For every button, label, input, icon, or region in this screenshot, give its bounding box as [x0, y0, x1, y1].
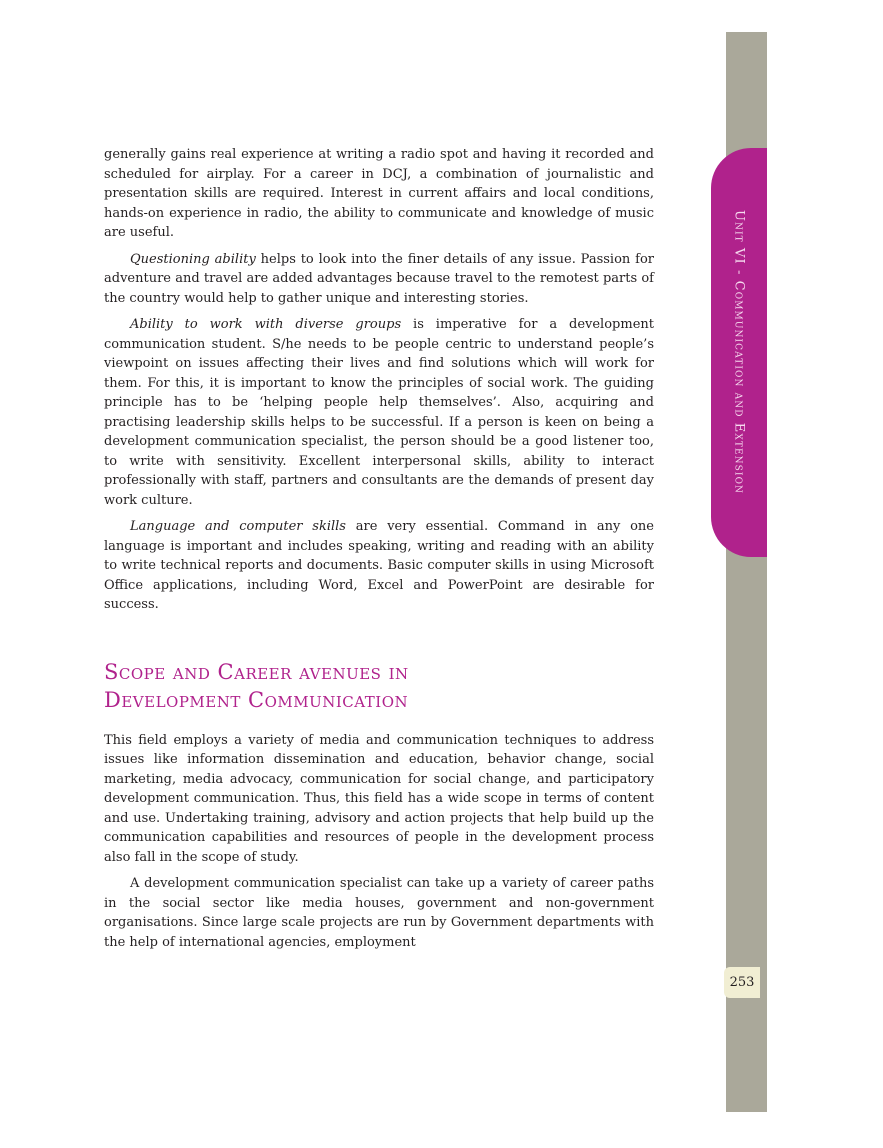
italic-lead: Ability to work with diverse groups	[130, 317, 402, 332]
paragraph-scope: This field employs a variety of media and communication techniques to address issues like information dissemination and education, behavior change, social marketing, media advocacy, communication for social change, and participatory development communication. Thus, this field has a wide scope in terms of content and use. Undertaking training, advisory and action projects that help build up the communication capabilities and resources of people in the development process also fall in the scope of study.	[104, 732, 654, 865]
paragraph-career-paths: A development communication specialist can take up a variety of career paths in the social sector like media houses, government and non-government organisations. Since large scale projects are run by Government departments with the help of international agencies, employment	[104, 876, 654, 950]
paragraph-diverse-groups: Ability to work with diverse groups is imperative for a development communication student. S/he needs to be people centric to understand people’s viewpoint on issues affecting their lives and find solutions which will work for them. For this, it is important to know the principles of social work. The guiding principle has to be ‘helping people help themselves’. Also, acquiring and practising leadership skills helps to be successful. If a person is keen on being a development communication specialist, the person should be a good listener too, to write with sensitivity. Excellent interpersonal skills, ability to interact professionally with staff, partners and consultants are the demands of present day work culture.	[104, 317, 654, 508]
unit-label: Unit VI - Communication and Extension	[731, 209, 747, 495]
paragraph-language-computer: Language and computer skills are very essential. Command in any one language is important and includes speaking, writing and reading with an ability to write technical reports and documents. Basic computer skills in using Microsoft Office applications, including Word, Excel and PowerPoint are desirable for success.	[104, 519, 654, 612]
italic-lead: Language and computer skills	[130, 519, 346, 534]
paragraph-questioning-ability: Questioning ability helps to look into the finer details of any issue. Passion for adventure and travel are added advantages because travel to the remotest parts of the country would help to gather unique and interesting stories.	[104, 251, 654, 306]
page-content	[104, 145, 654, 959]
section-heading: Scope and Career avenues in Development Communication	[104, 659, 409, 712]
paragraph-radio-career: generally gains real experience at writing a radio spot and having it recorded and scheduled for airplay. For a career in DCJ, a combination of journalistic and presentation skills are required. Interest in current affairs and local conditions, hands-on experience in radio, the ability to communicate and knowledge of music are useful.	[104, 147, 654, 240]
page-number: 253	[724, 967, 760, 998]
italic-lead: Questioning ability	[130, 251, 256, 267]
